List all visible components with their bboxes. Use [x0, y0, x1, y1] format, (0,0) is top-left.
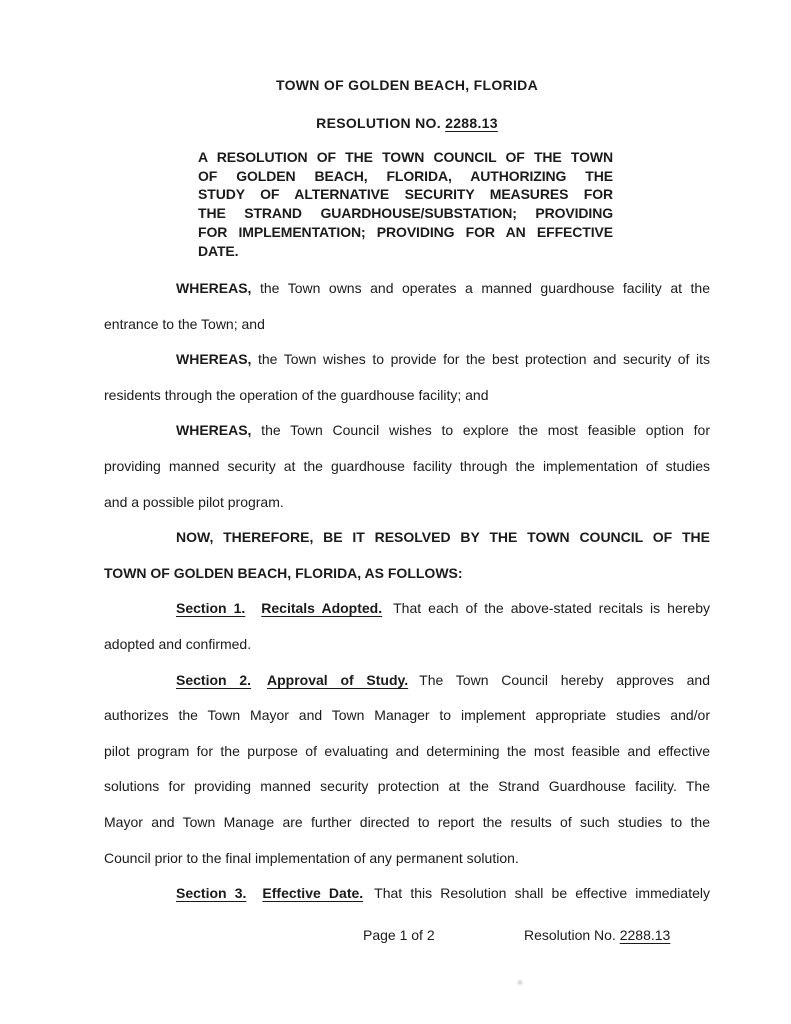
body-line	[104, 734, 710, 770]
text-segment: Recitals Adopted.	[261, 600, 383, 617]
body-line	[104, 449, 710, 485]
text-segment: Effective Date.	[262, 885, 364, 902]
text-segment: the Town Council wishes to explore the most feasible option for	[251, 422, 710, 439]
scan-artifact-dot	[516, 979, 524, 986]
text-segment: Approval of Study.	[267, 671, 409, 688]
body-line	[104, 591, 710, 627]
resolution-subject	[198, 148, 613, 260]
text-segment: Section 1.	[176, 600, 246, 617]
body-line	[104, 307, 710, 343]
footer-line	[524, 927, 670, 943]
subject-line	[198, 167, 613, 186]
text-segment: A RESOLUTION OF THE TOWN COUNCIL OF THE TOWN	[198, 149, 613, 165]
page-number: Page 1 of 2	[363, 927, 435, 943]
text-segment: OF GOLDEN BEACH, FLORIDA, AUTHORIZING THE	[198, 167, 613, 184]
body-line	[104, 271, 710, 307]
text-segment: TOWN OF GOLDEN BEACH, FLORIDA	[276, 77, 538, 93]
body-line	[104, 627, 710, 663]
text-segment: That each of the above-stated recitals is hereby	[393, 600, 710, 617]
text-segment: solutions for providing manned security protection at the Strand Guardhouse facility. The	[104, 778, 710, 795]
subject-line	[198, 148, 613, 167]
body-line	[104, 378, 710, 414]
document-title	[104, 67, 710, 142]
text-segment: Resolution No.	[524, 927, 620, 943]
body-line	[104, 413, 710, 449]
body-line	[104, 698, 710, 734]
text-segment: authorizes the Town Mayor and Town Manager to implement appropriate studies and/or	[104, 707, 710, 724]
text-segment: THE STRAND GUARDHOUSE/SUBSTATION; PROVIDING	[198, 205, 613, 222]
text-segment: pilot program for the purpose of evaluating and determining the most feasible and effective	[104, 742, 710, 759]
text-segment: That this Resolution shall be effective immediately	[374, 885, 710, 902]
text-segment: Council prior to the final implementation of any permanent solution.	[104, 849, 519, 866]
text-segment: NOW, THEREFORE, BE IT RESOLVED BY THE TOWN COUNCIL OF THE	[176, 529, 710, 546]
body-line	[104, 805, 710, 841]
body-line	[104, 876, 710, 912]
text-segment: Section 3.	[176, 885, 247, 902]
subject-line	[198, 204, 613, 223]
body-line	[104, 663, 710, 699]
text-segment: providing manned security at the guardhouse facility through the implementation of studies	[104, 457, 710, 474]
text-segment: Section 2.	[176, 671, 252, 688]
text-segment: the Town owns and operates a manned guardhouse facility at the	[251, 280, 710, 296]
resolution-body	[104, 271, 710, 912]
body-line	[104, 769, 710, 805]
body-line	[104, 841, 710, 877]
text-segment: FOR IMPLEMENTATION; PROVIDING FOR AN EFFECTIVE	[198, 223, 613, 240]
title-line	[104, 67, 710, 105]
subject-line	[198, 185, 613, 204]
text-segment: entrance to the Town; and	[104, 315, 265, 332]
text-segment: WHEREAS,	[176, 351, 252, 368]
text-segment: The Town Council hereby approves and	[419, 671, 710, 688]
text-segment: STUDY OF ALTERNATIVE SECURITY MEASURES FOR	[198, 186, 613, 203]
body-line	[104, 520, 710, 556]
text-segment: 2288.13	[619, 927, 671, 943]
subject-line	[198, 242, 613, 261]
text-segment: residents through the operation of the guardhouse facility; and	[104, 386, 489, 403]
text-segment: adopted and confirmed.	[104, 635, 252, 652]
text-segment: DATE.	[198, 242, 239, 259]
text-segment: TOWN OF GOLDEN BEACH, FLORIDA, AS FOLLOWS:	[104, 564, 463, 581]
text-segment: the Town wishes to provide for the best protection and security of its	[251, 351, 710, 368]
text-segment: RESOLUTION NO.	[316, 114, 446, 131]
footer-resolution-number	[524, 927, 670, 943]
title-line	[104, 105, 710, 143]
body-line	[104, 556, 710, 592]
text-segment: Mayor and Town Manage are further directed to report the results of such studies to the	[104, 813, 710, 830]
body-line	[104, 342, 710, 378]
text-segment: and a possible pilot program.	[104, 493, 284, 510]
text-segment: WHEREAS,	[176, 280, 252, 296]
body-line	[104, 485, 710, 521]
text-segment: WHEREAS,	[176, 422, 252, 439]
text-segment: 2288.13	[445, 114, 498, 131]
subject-line	[198, 223, 613, 242]
